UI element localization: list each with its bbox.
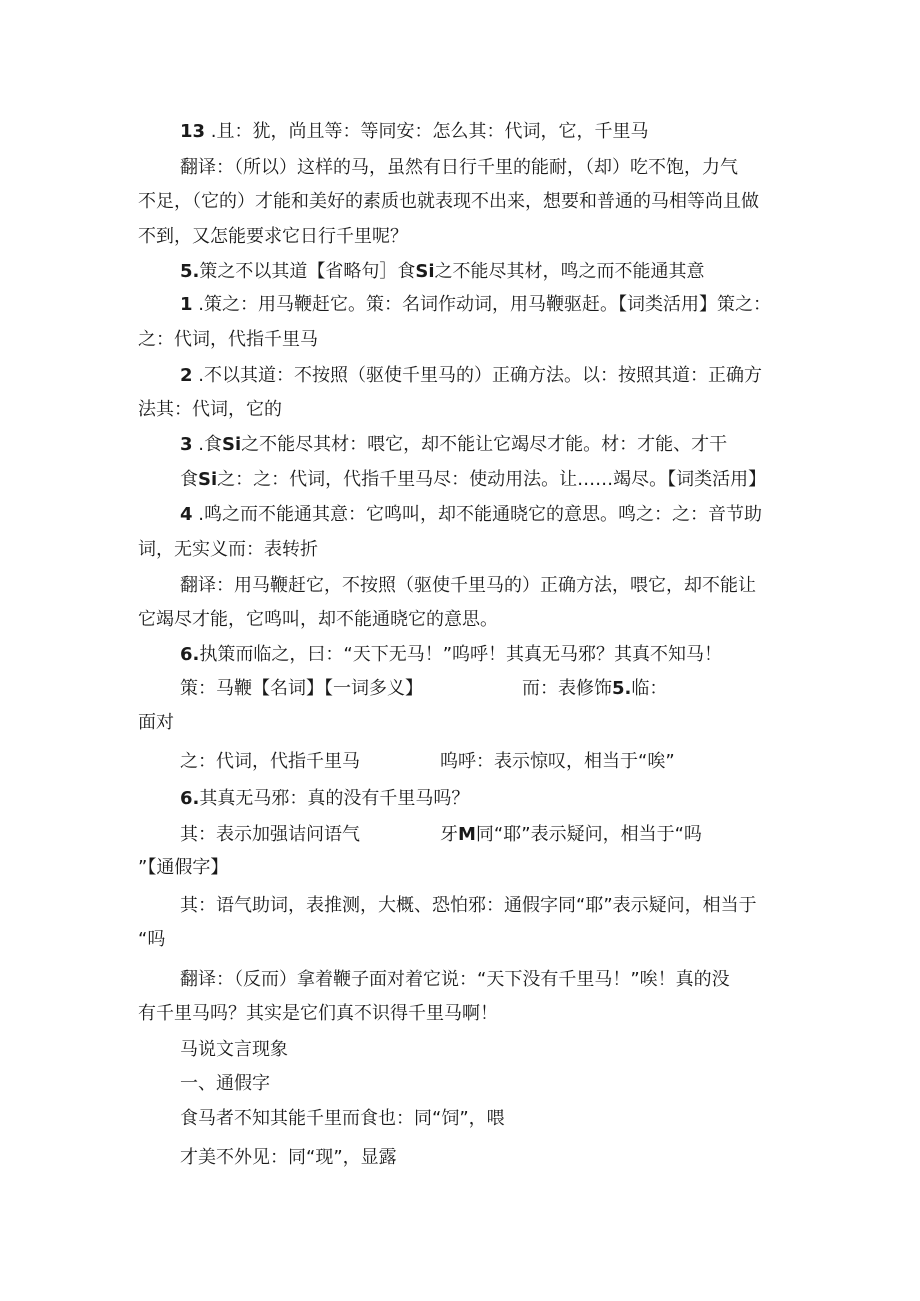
text-line: ”【通假字】 bbox=[138, 857, 229, 878]
text-line: 其：语气助词，表推测，大概、恐怕邪：通假字同“耶”表示疑问，相当于 bbox=[180, 895, 757, 916]
text-line: 它竭尽才能，它鸣叫，却不能通晓它的意思。 bbox=[138, 609, 498, 630]
text-line: 策：马鞭【名词】【一词多义】 而：表修饰5.临： bbox=[180, 678, 668, 699]
text-line: 4 .鸣之而不能通其意：它鸣叫，却不能通晓它的意思。鸣之：之：音节助 bbox=[180, 504, 762, 525]
text-line: 不到，又怎能要求它日行千里呢？ bbox=[138, 226, 408, 247]
text-line: 面对 bbox=[138, 712, 174, 733]
sentence-heading: 6.其真无马邪：真的没有千里马吗？ bbox=[180, 788, 470, 809]
text-line: 翻译：用马鞭赶它，不按照（驱使千里马的）正确方法，喂它，却不能让 bbox=[180, 575, 756, 596]
text-line: 1 .策之：用马鞭赶它。策：名词作动词，用马鞭驱赶。【词类活用】策之： bbox=[180, 294, 771, 315]
text-line: 3 .食Si之不能尽其材：喂它，却不能让它竭尽才能。材：才能、才干 bbox=[180, 434, 728, 455]
text-line: 不足，（它的）才能和美好的素质也就表现不出来，想要和普通的马相等尚且做 bbox=[138, 191, 759, 212]
text-line: 法其：代词，它的 bbox=[138, 399, 282, 420]
text-line: 13 .且：犹，尚且等：等同安：怎么其：代词，它，千里马 bbox=[180, 121, 649, 142]
sentence-heading: 5.策之不以其道【省略句］食Si之不能尽其材，鸣之而不能通其意 bbox=[180, 261, 705, 282]
text-line: 2 .不以其道：不按照（驱使千里马的）正确方法。以：按照其道：正确方 bbox=[180, 365, 762, 386]
text-line: 食马者不知其能千里而食也：同“饲”，喂 bbox=[180, 1108, 505, 1129]
text-line: 之：代词，代指千里马 bbox=[138, 329, 318, 350]
section-title: 马说文言现象 bbox=[180, 1039, 288, 1060]
sentence-heading: 6.执策而临之，曰：“天下无马！”呜呼！其真无马邪？其真不知马！ bbox=[180, 644, 723, 665]
text-line: 食Si之：之：代词，代指千里马尽：使动用法。让……竭尽。【词类活用】 bbox=[180, 469, 767, 490]
text-line: 词，无实义而：表转折 bbox=[138, 539, 318, 560]
text-line: 其：表示加强诘问语气 牙M同“耶”表示疑问，相当于“吗 bbox=[180, 824, 702, 845]
text-line: 有千里马吗？其实是它们真不识得千里马啊！ bbox=[138, 1003, 498, 1024]
text-line: 之：代词，代指千里马 呜呼：表示惊叹，相当于“唉” bbox=[180, 751, 675, 772]
text-line: 翻译：（所以）这样的马，虽然有日行千里的能耐，（却）吃不饱，力气 bbox=[180, 157, 738, 178]
tab-column: 而：表修饰5.临： bbox=[522, 678, 668, 699]
text-line: 翻译：（反而）拿着鞭子面对着它说：“天下没有千里马！”唉！真的没 bbox=[180, 969, 730, 990]
text-line: 才美不外见：同“现”，显露 bbox=[180, 1147, 397, 1168]
tab-column: 牙M同“耶”表示疑问，相当于“吗 bbox=[440, 824, 702, 845]
section-subtitle: 一、通假字 bbox=[180, 1073, 270, 1094]
tab-column: 呜呼：表示惊叹，相当于“唉” bbox=[440, 751, 675, 772]
text-line: “吗 bbox=[138, 929, 166, 950]
